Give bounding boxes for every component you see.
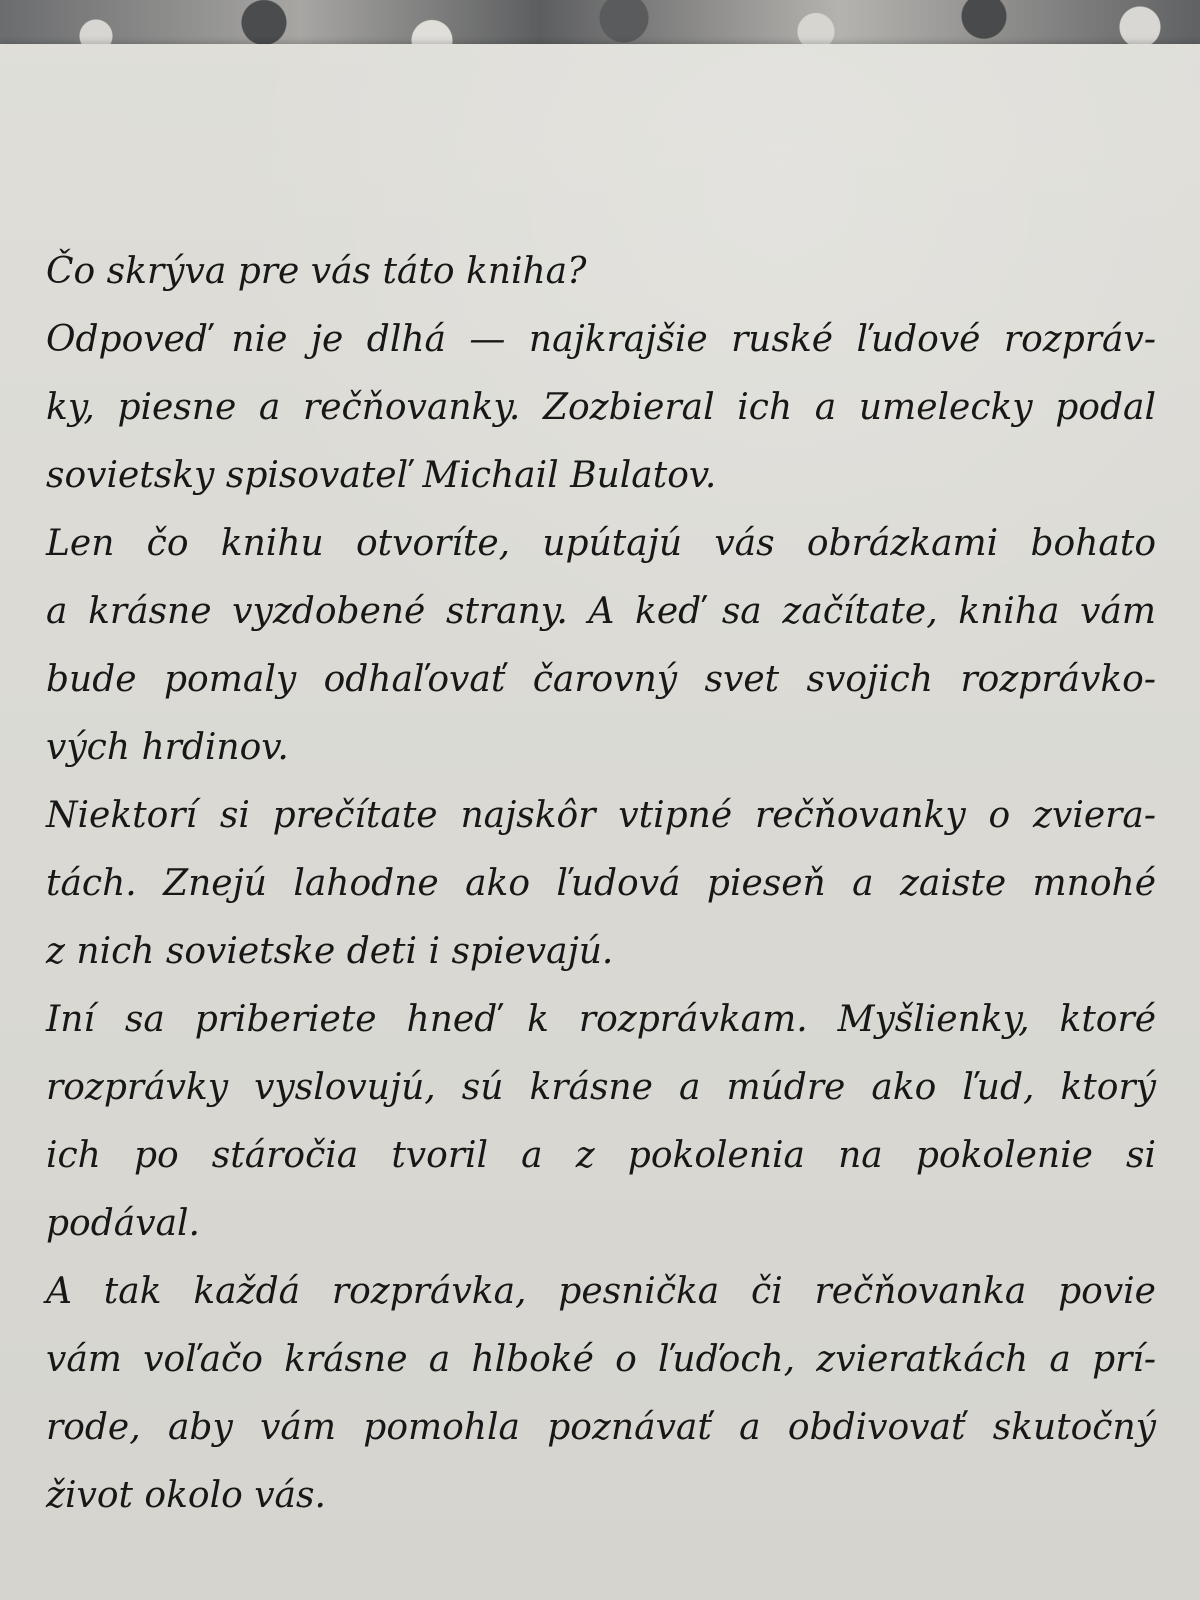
text-line-13: rozprávky vyslovujú, sú krásne a múdre ako ľud, ktorý — [46, 1067, 1156, 1108]
text-line-16: A tak každá rozprávka, pesnička či rečňovanka povie — [46, 1271, 1156, 1312]
text-line-9: Niektorí si prečítate najskôr vtipné rečňovanky o zviera- — [46, 795, 1156, 836]
book-page — [0, 44, 1200, 1600]
text-line-2: Odpoveď nie je dlhá — najkrajšie ruské ľudové rozpráv- — [46, 319, 1156, 360]
text-line-10: tách. Znejú lahodne ako ľudová pieseň a zaiste mnohé — [46, 863, 1156, 904]
text-line-5: Len čo knihu otvoríte, upútajú vás obrázkami bohato — [46, 523, 1156, 564]
text-line-18: rode, aby vám pomohla poznávať a obdivovať skutočný — [46, 1407, 1156, 1448]
text-line-19: život okolo vás. — [46, 1475, 326, 1516]
text-line-3: ky, piesne a rečňovanky. Zozbieral ich a umelecky podal — [46, 387, 1156, 428]
text-line-15: podával. — [46, 1203, 200, 1244]
text-line-12: Iní sa priberiete hneď k rozprávkam. Myšlienky, ktoré — [46, 999, 1156, 1040]
text-line-7: bude pomaly odhaľovať čarovný svet svojich rozprávko- — [46, 659, 1156, 700]
text-line-14: ich po stáročia tvoril a z pokolenia na pokolenie si — [46, 1135, 1156, 1176]
text-line-4: sovietsky spisovateľ Michail Bulatov. — [46, 455, 717, 496]
text-line-11: z nich sovietske deti i spievajú. — [46, 931, 614, 972]
text-line-1: Čo skrýva pre vás táto kniha? — [46, 251, 587, 292]
text-line-17: vám voľačo krásne a hlboké o ľuďoch, zvieratkách a prí- — [46, 1339, 1156, 1380]
book-description-text — [46, 238, 1156, 1530]
text-line-6: a krásne vyzdobené strany. A keď sa začítate, kniha vám — [46, 591, 1156, 632]
text-line-8: vých hrdinov. — [46, 727, 289, 768]
